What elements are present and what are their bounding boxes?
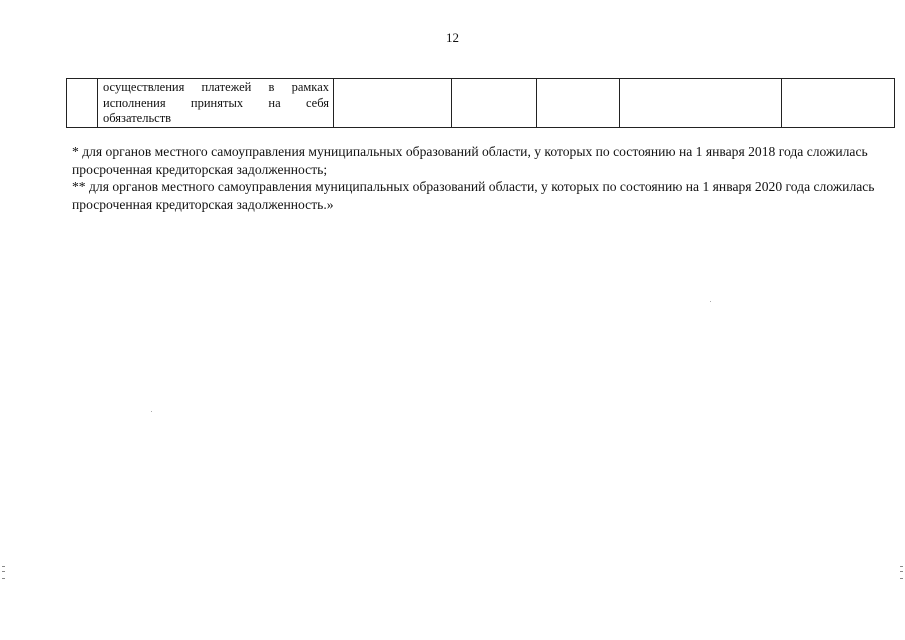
table-cell [782,79,895,128]
table-cell [334,79,452,128]
description-line: обязательств [103,111,172,125]
description-line: осуществления платежей в рамках [103,80,329,94]
table-cell [620,79,782,128]
footnotes [72,143,892,213]
scan-artifact [2,566,5,567]
footnote-2018: * для органов местного самоуправления муниципальных образований области, у которых по состоянию на 1 января 2018 года сложилась просроченная кредиторская задолженность; [72,144,868,177]
scan-speck [151,411,152,412]
description-line: исполнения принятых на себя [103,95,329,110]
table-cell-number [67,79,98,128]
scan-artifact [900,578,903,579]
scan-artifact [900,571,903,572]
table-cell-description [98,79,334,128]
table-cell [537,79,620,128]
page-number: 12 [446,30,459,45]
table-row [67,79,895,128]
scan-artifact [900,566,903,567]
footnote-2020: ** для органов местного самоуправления муниципальных образований области, у которых по состоянию на 1 января 2020 года сложилась просроченная кредиторская задолженность.» [72,179,875,212]
scan-artifact [2,571,5,572]
scan-artifact [2,578,5,579]
scan-speck [710,301,711,302]
continuation-table [66,78,895,128]
table-cell [452,79,537,128]
